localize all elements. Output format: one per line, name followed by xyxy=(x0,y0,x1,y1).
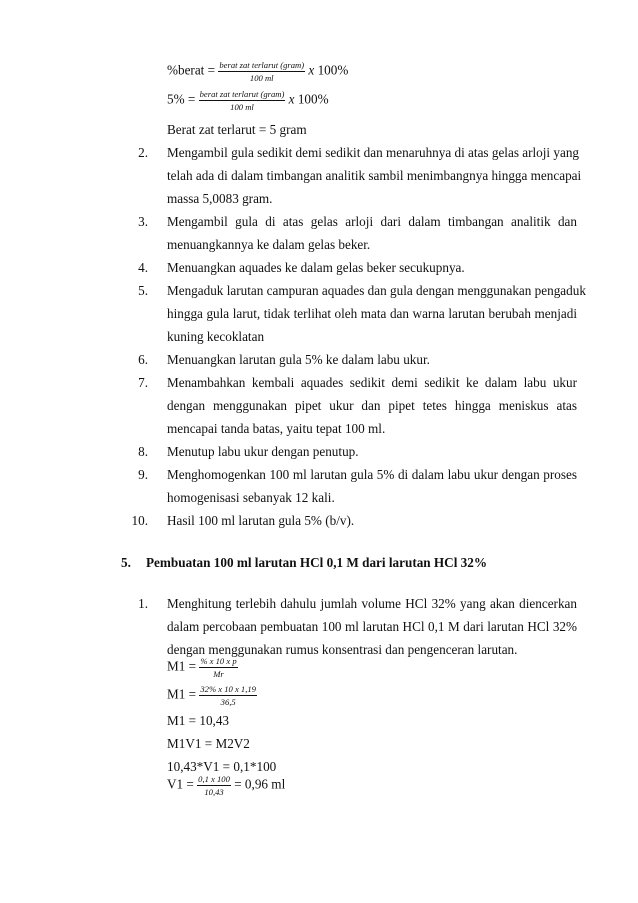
formula-lhs: M1 = xyxy=(167,686,197,702)
fraction xyxy=(199,656,237,679)
fraction-numerator: 32% x 10 x 1,19 xyxy=(200,684,256,694)
formula-v1 xyxy=(167,774,285,797)
list-item-number: 10. xyxy=(131,513,148,528)
formula-lhs: %berat = xyxy=(167,62,216,78)
formula-lhs: M1 = xyxy=(167,658,197,674)
fraction xyxy=(199,89,286,112)
formula-five-percent xyxy=(167,89,329,112)
formula-m1-general xyxy=(167,656,238,679)
list-item-line: dalam percobaan pembuatan 100 ml larutan HCl 0,1 M dari larutan HCl 32% xyxy=(167,619,577,634)
fraction-numerator: % x 10 x p xyxy=(200,656,237,666)
dilution-substitution: 10,43*V1 = 0,1*100 xyxy=(167,759,277,774)
fraction-numerator: berat zat terlarut (gram) xyxy=(219,60,305,70)
list-item-line: dengan menggunakan rumus konsentrasi dan pengenceran larutan. xyxy=(167,642,518,657)
list-item-line: homogenisasi sebanyak 12 kali. xyxy=(167,490,335,505)
fraction-denominator: 100 ml xyxy=(249,73,274,83)
list-item-line: Menghitung terlebih dahulu jumlah volume HCl 32% yang akan diencerkan xyxy=(167,596,577,611)
list-item-line: Menutup labu ukur dengan penutup. xyxy=(167,444,359,459)
fraction xyxy=(218,60,305,83)
m1-result: M1 = 10,43 xyxy=(167,713,230,728)
list-item-line: telah ada di dalam timbangan analitik sambil menimbangnya hingga mencapai xyxy=(167,168,582,183)
formula-rhs: 100% xyxy=(317,62,349,78)
list-item-number: 5. xyxy=(138,283,148,298)
list-item-number: 3. xyxy=(138,214,148,229)
fraction-denominator: 10,43 xyxy=(204,787,224,797)
formula-lhs: 5% = xyxy=(167,91,196,107)
list-item-number: 1. xyxy=(138,596,148,611)
fraction-denominator: 100 ml xyxy=(230,102,254,112)
list-item-line: menuangkannya ke dalam gelas beker. xyxy=(167,237,371,252)
list-item-line: Menambahkan kembali aquades sedikit demi sedikit ke dalam labu ukur xyxy=(167,375,577,390)
fraction-numerator: berat zat terlarut (gram) xyxy=(199,89,285,99)
formula-m1-substituted xyxy=(167,684,257,707)
formula-rhs: 100% xyxy=(297,91,329,107)
list-item-number: 6. xyxy=(138,352,148,367)
section-title: Pembuatan 100 ml larutan HCl 0,1 M dari larutan HCl 32% xyxy=(146,555,488,570)
formula-lhs: V1 = xyxy=(167,776,194,792)
list-item-number: 9. xyxy=(138,467,148,482)
list-item-line: Menuangkan larutan gula 5% ke dalam labu ukur. xyxy=(167,352,430,367)
dilution-formula: M1V1 = M2V2 xyxy=(167,736,250,751)
list-item-line: mencapai tanda batas, yaitu tepat 100 ml. xyxy=(167,421,386,436)
list-item-line: massa 5,0083 gram. xyxy=(167,191,273,206)
section-number: 5. xyxy=(121,555,131,570)
fraction xyxy=(197,774,231,797)
list-item-line: Mengambil gula di atas gelas arloji dari dalam timbangan analitik dan xyxy=(167,214,577,229)
list-item-number: 4. xyxy=(138,260,148,275)
times-sign: x xyxy=(308,62,315,78)
result-text: Berat zat terlarut = 5 gram xyxy=(167,122,307,137)
fraction-denominator: 36,5 xyxy=(220,697,236,707)
list-item-line: Mengambil gula sedikit demi sedikit dan menaruhnya di atas gelas arloji yang xyxy=(167,145,580,160)
list-item-line: Hasil 100 ml larutan gula 5% (b/v). xyxy=(167,513,355,528)
list-item-line: kuning kecoklatan xyxy=(167,329,265,344)
formula-rhs: = 0,96 ml xyxy=(234,776,286,792)
list-item-line: hingga gula larut, tidak terlihat oleh mata dan warna larutan berubah menjadi xyxy=(167,306,577,321)
list-item-number: 2. xyxy=(138,145,148,160)
list-item-number: 8. xyxy=(138,444,148,459)
list-item-line: Menuangkan aquades ke dalam gelas beker secukupnya. xyxy=(167,260,465,275)
formula-percent-weight xyxy=(167,60,348,83)
list-item-line: Mengaduk larutan campuran aquades dan gula dengan menggunakan pengaduk xyxy=(167,283,586,298)
times-sign: x xyxy=(288,91,295,107)
list-item-line: dengan menggunakan pipet ukur dan pipet tetes hingga meniskus atas xyxy=(167,398,577,413)
fraction-numerator: 0,1 x 100 xyxy=(198,774,230,784)
fraction xyxy=(199,684,257,707)
fraction-denominator: Mr xyxy=(213,669,224,679)
list-item-number: 7. xyxy=(138,375,148,390)
list-item-line: Menghomogenkan 100 ml larutan gula 5% di dalam labu ukur dengan proses xyxy=(167,467,577,482)
